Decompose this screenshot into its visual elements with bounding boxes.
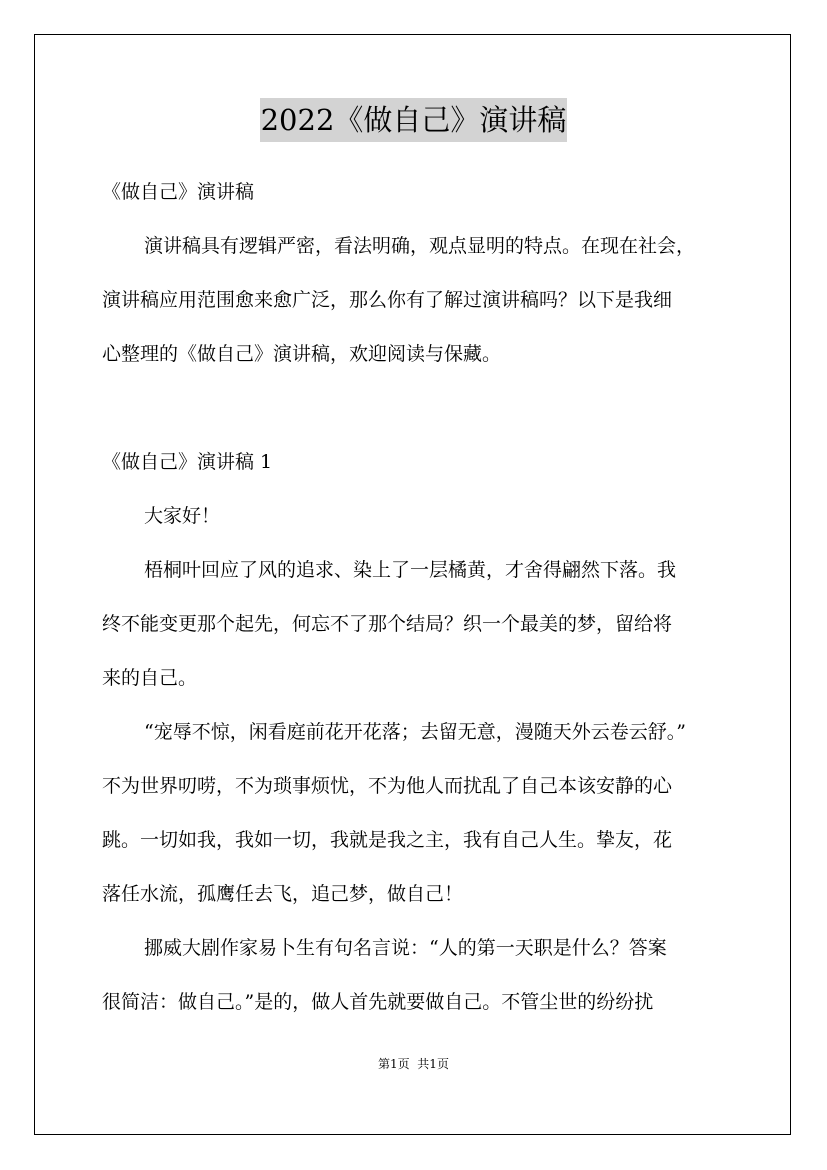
section-heading: 《做自己》演讲稿 1 xyxy=(102,451,273,473)
blank-line xyxy=(102,381,742,435)
para3-line-1: 挪威大剧作家易卜生有句名言说：“人的第一天职是什么？答案 xyxy=(144,937,667,959)
intro-line-1: 演讲稿具有逻辑严密，看法明确，观点显明的特点。在现在社会， xyxy=(144,235,696,257)
document-body xyxy=(102,165,742,1029)
intro-line-3: 心整理的《做自己》演讲稿，欢迎阅读与保藏。 xyxy=(102,343,502,365)
para1-line-3: 来的自己。 xyxy=(102,667,198,689)
para2-line-4: 落任水流，孤鹰任去飞，追己梦，做自己！ xyxy=(102,883,464,905)
para2-line-3: 跳。一切如我，我如一切，我就是我之主，我有自己人生。挚友，花 xyxy=(102,829,673,851)
para2-line-1: “宠辱不惊，闲看庭前花开花落；去留无意，漫随天外云卷云舒。” xyxy=(144,721,686,743)
page-number: 第1页 共1页 xyxy=(378,1057,449,1071)
subtitle: 《做自己》演讲稿 xyxy=(102,181,255,203)
title-container xyxy=(0,98,827,142)
page-footer xyxy=(0,1054,827,1074)
para3-line-2: 很简洁：做自己。”是的，做人首先就要做自己。不管尘世的纷纷扰 xyxy=(102,991,654,1013)
greeting: 大家好！ xyxy=(144,505,221,527)
para2-line-2: 不为世界叨唠，不为琐事烦忧，不为他人而扰乱了自己本该安静的心 xyxy=(102,775,673,797)
intro-line-2: 演讲稿应用范围愈来愈广泛，那么你有了解过演讲稿吗？以下是我细 xyxy=(102,289,673,311)
para1-line-2: 终不能变更那个起先，何忘不了那个结局？织一个最美的梦，留给将 xyxy=(102,613,673,635)
document-title: 2022《做自己》演讲稿 xyxy=(260,98,568,142)
para1-line-1: 梧桐叶回应了风的追求、染上了一层橘黄，才舍得翩然下落。我 xyxy=(144,559,677,581)
